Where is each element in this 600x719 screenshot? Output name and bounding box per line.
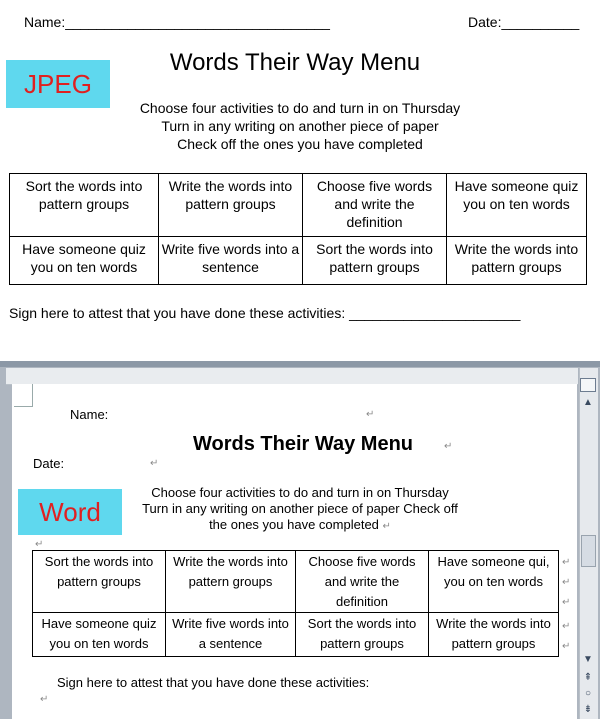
table-cell: Have someone quiz you on ten words <box>447 174 587 237</box>
table-cell: Write the words into pattern groups <box>447 237 587 285</box>
end-of-row-mark: ↵ <box>562 621 571 632</box>
scroll-down-icon[interactable]: ▼ <box>583 654 593 665</box>
jpeg-title: Words Their Way Menu <box>169 49 421 76</box>
table-cell[interactable]: Write the words into pattern groups <box>429 613 559 657</box>
table-cell: Choose five words and write the definition <box>303 174 447 237</box>
jpeg-sign-line: Sign here to attest that you have done these activities: ______________________ <box>9 305 521 321</box>
word-instructions <box>130 485 470 535</box>
table-cell: Sort the words into pattern groups <box>10 174 159 237</box>
table-cell[interactable]: Write five words into a sentence <box>166 613 296 657</box>
word-title: Words Their Way Menu <box>193 433 414 455</box>
paragraph-mark: ↵ <box>40 694 49 705</box>
jpeg-date-line: Date:__________ <box>468 14 580 30</box>
table-row <box>10 237 587 285</box>
word-instruction-line: the ones you have completed ↵ <box>209 517 391 532</box>
browse-object-icon[interactable]: ○ <box>584 688 592 699</box>
jpeg-instruction-line: Choose four activities to do and turn in on Thursday <box>139 100 461 116</box>
end-of-row-mark: ↵ <box>562 597 571 608</box>
table-cell: Have someone quiz you on ten words <box>10 237 159 285</box>
next-page-icon[interactable]: ⇟ <box>583 704 593 715</box>
end-of-row-mark: ↵ <box>562 557 571 568</box>
paragraph-mark: ↵ <box>35 539 44 550</box>
table-cell[interactable]: Have someone quiz you on ten words <box>33 613 166 657</box>
word-activity-table[interactable] <box>32 550 559 657</box>
paragraph-mark: ↵ <box>150 458 159 469</box>
table-row <box>33 613 559 657</box>
jpeg-activity-table <box>9 173 587 285</box>
jpeg-instruction-line: Check off the ones you have completed <box>177 136 423 152</box>
table-cell[interactable]: Sort the words into pattern groups <box>296 613 429 657</box>
table-row <box>33 551 559 613</box>
word-instruction-line: Choose four activities to do and turn in on Thursday <box>151 485 449 500</box>
prev-page-icon[interactable]: ⇞ <box>583 672 593 683</box>
table-cell[interactable]: Write the words into pattern groups <box>166 551 296 613</box>
paragraph-mark: ↵ <box>366 409 375 420</box>
word-ruler <box>6 368 578 385</box>
jpeg-instruction-line: Turn in any writing on another piece of paper <box>161 118 439 134</box>
table-cell: Write five words into a sentence <box>159 237 303 285</box>
word-name-label: Name: <box>70 407 109 422</box>
page-corner-mark <box>14 384 33 407</box>
table-cell[interactable]: Have someone qui, you on ten words <box>429 551 559 613</box>
end-of-row-mark: ↵ <box>562 577 571 588</box>
word-tag-label: Word <box>18 489 122 535</box>
word-date-label: Date: <box>33 456 65 471</box>
jpeg-name-line: Name:__________________________________ <box>24 14 330 30</box>
paragraph-mark: ↵ <box>444 441 453 452</box>
ruler-toggle-icon[interactable] <box>580 378 596 392</box>
table-row <box>10 174 587 237</box>
scroll-up-icon[interactable]: ▲ <box>583 397 593 408</box>
word-window-top-edge <box>0 361 600 367</box>
jpeg-instructions <box>0 99 600 153</box>
table-cell[interactable]: Sort the words into pattern groups <box>33 551 166 613</box>
word-sign-line: Sign here to attest that you have done these activities: <box>57 675 370 690</box>
scrollbar-thumb[interactable] <box>581 535 596 567</box>
table-cell[interactable]: Choose five words and write the definition <box>296 551 429 613</box>
end-of-row-mark: ↵ <box>562 641 571 652</box>
table-cell: Sort the words into pattern groups <box>303 237 447 285</box>
word-instruction-line: Turn in any writing on another piece of paper Check off <box>142 501 458 516</box>
jpeg-tag-label: JPEG <box>6 60 110 108</box>
table-cell: Write the words into pattern groups <box>159 174 303 237</box>
